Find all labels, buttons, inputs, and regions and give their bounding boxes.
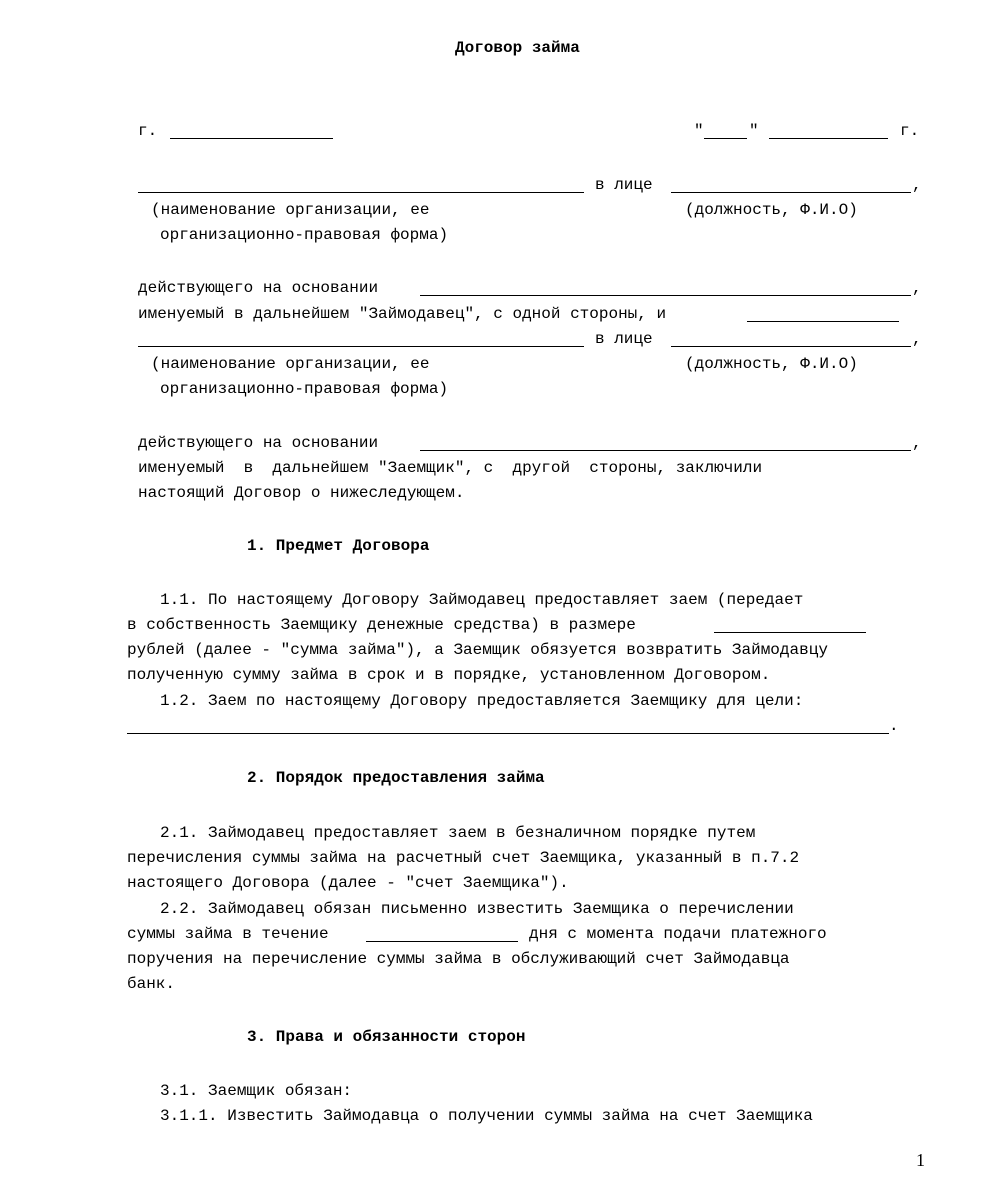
party1-in-person: в лице [595,176,653,194]
party2-org-hint-2: организационно-правовая форма) [160,380,449,398]
year-suffix: г. [900,122,920,140]
section-1-title: 1. Предмет Договора [247,537,430,555]
party1-position-blank [671,192,911,193]
party2-comma: , [912,330,922,348]
section-1-line-1: 1.1. По настоящему Договору Займодавец предоставляет заем (передает [160,591,804,609]
section-1-line-5: 1.2. Заем по настоящему Договору предоставляется Заемщику для цели: [160,692,804,710]
section-2-title: 2. Порядок предоставления займа [247,769,545,787]
loan-amount-blank [714,632,866,633]
party2-basis-blank [420,450,911,451]
party1-basis: действующего на основании [138,279,379,297]
party1-org-hint-1: (наименование организации, ее [151,201,430,219]
party2-basis: действующего на основании [138,434,379,452]
loan-purpose-period: . [889,717,899,735]
section-1-line-2: в собственность Заемщику денежные средства) в размере [127,616,636,634]
party1-position-hint: (должность, Ф.И.О) [685,201,858,219]
party2-basis-comma: , [912,434,922,452]
notice-days-blank [366,941,518,942]
city-prefix: г. [138,122,158,140]
month-blank [769,138,888,139]
section-2-line-6: поручения на перечисление суммы займа в обслуживающий счет Займодавца [127,950,790,968]
section-3-line-2: 3.1.1. Известить Займодавца о получении суммы займа на счет Заемщика [160,1107,813,1125]
date-quote-close: " [749,122,759,140]
section-1-line-3: рублей (далее - "сумма займа"), а Заемщик обязуется возвратить Займодавцу [127,641,828,659]
document-title: Договор займа [455,39,580,57]
section-2-line-3: настоящего Договора (далее - "счет Заемщика"). [127,874,569,892]
party2-name-blank [747,321,899,322]
party2-named-2: настоящий Договор о нижеследующем. [138,484,465,502]
party1-org-blank [138,192,584,193]
party1-basis-comma: , [912,279,922,297]
party2-in-person: в лице [595,330,653,348]
section-1-line-4: полученную сумму займа в срок и в порядке, установленном Договором. [127,666,771,684]
section-2-line-4: 2.2. Займодавец обязан письменно известить Заемщика о перечислении [160,900,794,918]
page-number: 1 [916,1150,925,1170]
party1-org-hint-2: организационно-правовая форма) [160,226,449,244]
section-3-line-1: 3.1. Заемщик обязан: [160,1082,353,1100]
party1-comma: , [912,176,922,194]
party2-org-hint-1: (наименование организации, ее [151,355,430,373]
party2-named: именуемый в дальнейшем "Заемщик", с другой стороны, заключили [138,459,763,477]
day-blank [704,138,747,139]
section-2-line-2: перечисления суммы займа на расчетный счет Заемщика, указанный в п.7.2 [127,849,800,867]
party1-basis-blank [420,295,911,296]
loan-purpose-blank [127,733,889,734]
party1-named: именуемый в дальнейшем "Займодавец", с одной стороны, и [138,305,667,323]
section-2-line-1: 2.1. Займодавец предоставляет заем в безналичном порядке путем [160,824,756,842]
party2-position-hint: (должность, Ф.И.О) [685,355,858,373]
section-2-line-5b: дня с момента подачи платежного [529,925,827,943]
section-2-line-7: банк. [127,975,176,993]
section-3-title: 3. Права и обязанности сторон [247,1028,526,1046]
city-blank [170,138,333,139]
date-quote-open: " [694,122,704,140]
party2-org-blank [138,346,584,347]
section-2-line-5a: суммы займа в течение [127,925,329,943]
party2-position-blank [671,346,911,347]
